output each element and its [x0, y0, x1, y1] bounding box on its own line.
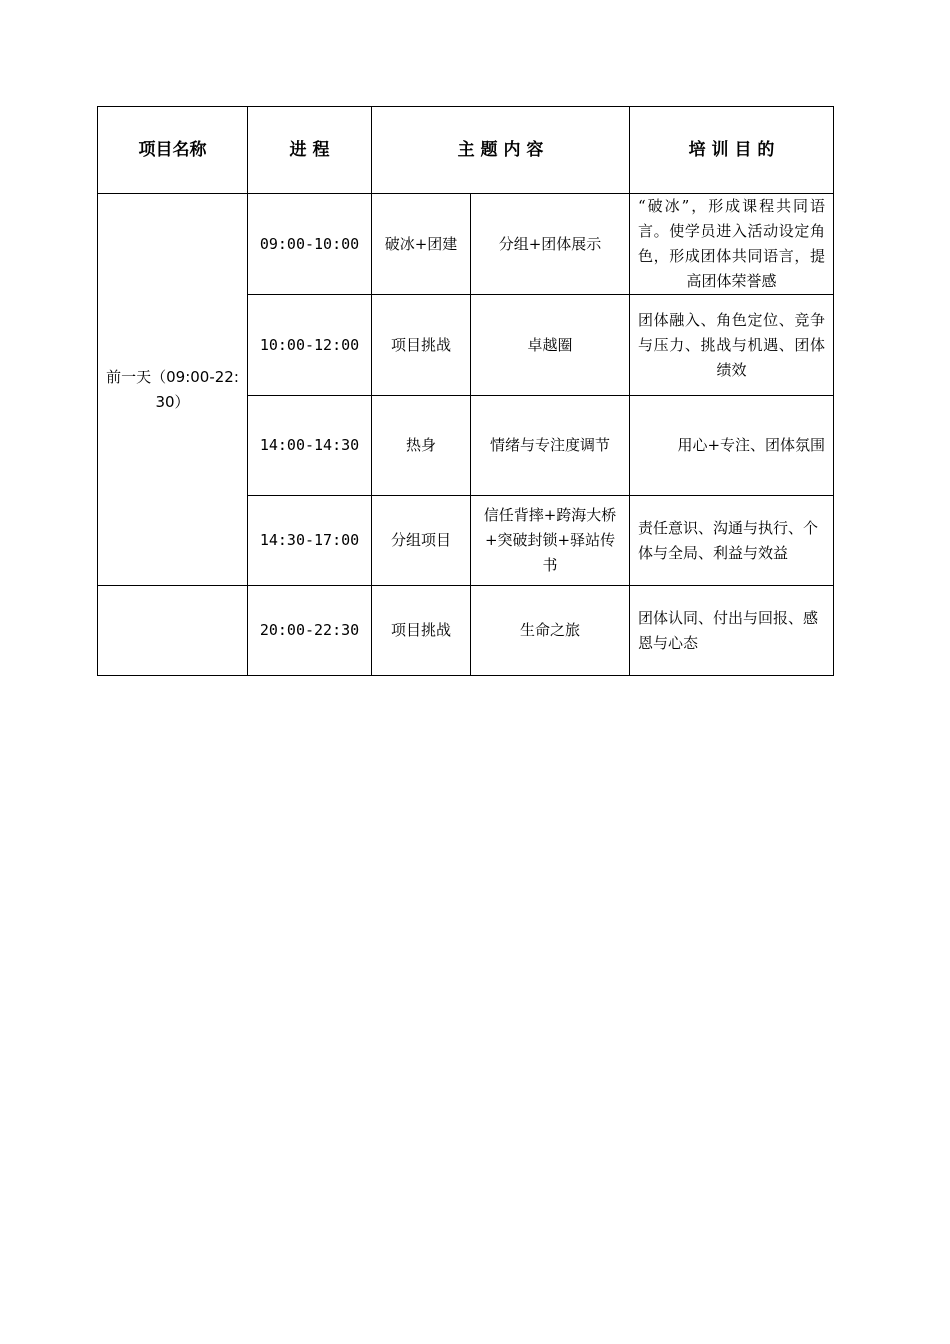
content-cell: 生命之旅 — [471, 586, 630, 676]
time-cell: 20:00-22:30 — [248, 586, 372, 676]
goal-cell: 团体认同、付出与回报、感恩与心态 — [630, 586, 834, 676]
content-cell: 情绪与专注度调节 — [471, 396, 630, 496]
category-cell: 项目挑战 — [372, 295, 471, 396]
goal-cell: 团体融入、角色定位、竞争与压力、挑战与机遇、团体绩效 — [630, 295, 834, 396]
content-cell: 分组+团体展示 — [471, 194, 630, 295]
goal-cell: “破冰”，形成课程共同语言。使学员进入活动设定角色，形成团体共同语言，提高团体荣誉感 — [630, 194, 834, 295]
content-cell: 卓越圈 — [471, 295, 630, 396]
time-cell: 14:00-14:30 — [248, 396, 372, 496]
category-cell: 分组项目 — [372, 496, 471, 586]
header-goal: 培 训 目 的 — [630, 107, 834, 194]
header-progress: 进 程 — [248, 107, 372, 194]
time-cell: 10:00-12:00 — [248, 295, 372, 396]
empty-day-cell — [98, 586, 248, 676]
table-header-row — [98, 107, 834, 194]
table-row — [98, 194, 834, 295]
table-row — [98, 586, 834, 676]
header-project-name: 项目名称 — [98, 107, 248, 194]
goal-cell: 用心+专注、团体氛围 — [630, 396, 834, 496]
training-schedule-table — [97, 106, 834, 676]
category-cell: 破冰+团建 — [372, 194, 471, 295]
category-cell: 热身 — [372, 396, 471, 496]
category-cell: 项目挑战 — [372, 586, 471, 676]
time-cell: 14:30-17:00 — [248, 496, 372, 586]
goal-cell: 责任意识、沟通与执行、个体与全局、利益与效益 — [630, 496, 834, 586]
day-label-cell: 前一天（09:00-22:30） — [98, 194, 248, 586]
content-cell: 信任背摔+跨海大桥+突破封锁+驿站传书 — [471, 496, 630, 586]
header-theme: 主 题 内 容 — [372, 107, 630, 194]
time-cell: 09:00-10:00 — [248, 194, 372, 295]
